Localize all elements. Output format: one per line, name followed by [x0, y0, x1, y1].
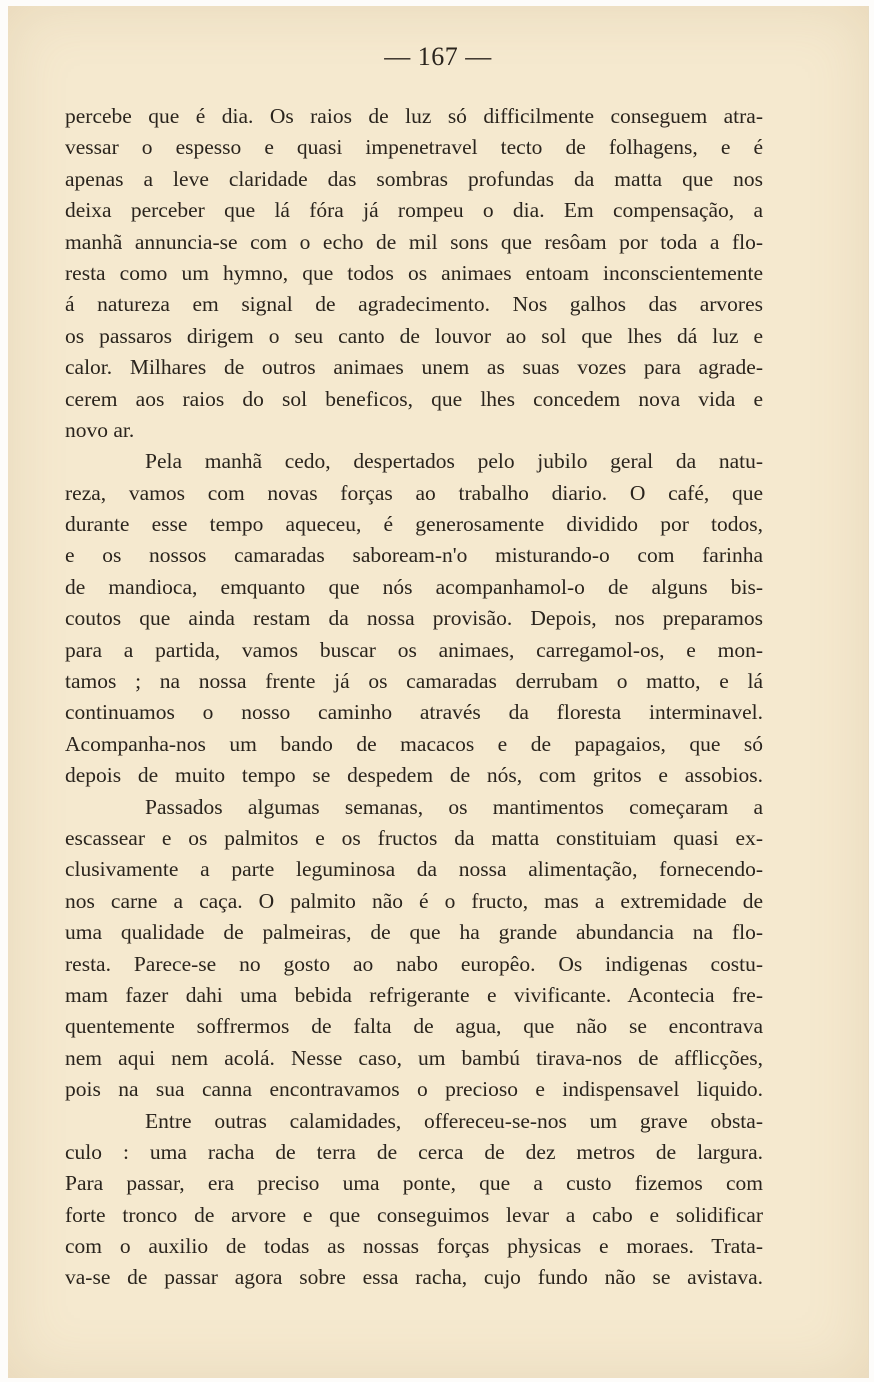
- text-line: com o auxilio de todas as nossas forças physicas e moraes. Trata-: [65, 1234, 763, 1259]
- text-line: forte tronco de arvore e que conseguimos levar a cabo e solidificar: [65, 1202, 763, 1227]
- text-line: novo ar.: [65, 417, 135, 442]
- paragraph-3: [65, 792, 763, 1106]
- page-number: — 167 —: [384, 42, 492, 71]
- text-line: clusivamente a parte leguminosa da nossa alimentação, fornecendo-: [65, 857, 763, 882]
- text-line: vessar o espesso e quasi impenetravel tecto de folhagens, e é: [65, 135, 763, 160]
- text-line: coutos que ainda restam da nossa provisão. Depois, nos preparamos: [65, 606, 763, 631]
- text-line: continuamos o nosso caminho através da floresta interminavel.: [65, 700, 763, 725]
- paragraph-4: [65, 1106, 763, 1294]
- text-line: os passaros dirigem o seu canto de louvor ao sol que lhes dá luz e: [65, 323, 763, 348]
- text-line: culo : uma racha de terra de cerca de dez metros de largura.: [65, 1139, 763, 1164]
- text-line: tamos ; na nossa frente já os camaradas derrubam o matto, e lá: [65, 669, 763, 694]
- text-line: resta como um hymno, que todos os animaes entoam inconscientemente: [65, 260, 763, 285]
- body-text: [65, 101, 763, 1294]
- text-line: durante esse tempo aqueceu, é generosamente dividido por todos,: [65, 512, 763, 537]
- text-line: á natureza em signal de agradecimento. Nos galhos das arvores: [65, 292, 763, 317]
- text-line: deixa perceber que lá fóra já rompeu o dia. Em compensação, a: [65, 198, 763, 223]
- text-line: Passados algumas semanas, os mantimentos começaram a: [145, 794, 763, 819]
- text-line: e os nossos camaradas saboream-n'o misturando-o com farinha: [65, 543, 763, 568]
- text-line: resta. Parece-se no gosto ao nabo europêo. Os indigenas costu-: [65, 951, 763, 976]
- paragraph-1: [65, 101, 763, 446]
- book-page: [8, 6, 869, 1378]
- text-line: Para passar, era preciso uma ponte, que a custo fizemos com: [65, 1171, 763, 1196]
- paragraph-2: [65, 446, 763, 791]
- text-line: Acompanha-nos um bando de macacos e de papagaios, que só: [65, 731, 763, 756]
- text-line: cerem aos raios do sol beneficos, que lhes concedem nova vida e: [65, 386, 763, 411]
- text-line: Entre outras calamidades, offereceu-se-nos um grave obsta-: [145, 1108, 763, 1133]
- text-line: nem aqui nem acolá. Nesse caso, um bambú tirava-nos de afflicções,: [65, 1045, 763, 1070]
- text-line: Pela manhã cedo, despertados pelo jubilo geral da natu-: [145, 449, 763, 474]
- text-line: manhã annuncia-se com o echo de mil sons que resôam por toda a flo-: [65, 229, 763, 254]
- text-line: de mandioca, emquanto que nós acompanhamol-o de alguns bis-: [65, 574, 763, 599]
- text-line: escassear e os palmitos e os fructos da matta constituiam quasi ex-: [65, 825, 763, 850]
- text-line: percebe que é dia. Os raios de luz só difficilmente conseguem atra-: [65, 104, 763, 128]
- text-line: reza, vamos com novas forças ao trabalho diario. O café, que: [65, 480, 763, 505]
- text-line: nos carne a caça. O palmito não é o fructo, mas a extremidade de: [65, 888, 763, 913]
- text-line: calor. Milhares de outros animaes unem as suas vozes para agrade-: [65, 355, 763, 380]
- text-line: para a partida, vamos buscar os animaes, carregamol-os, e mon-: [65, 637, 763, 662]
- text-line: quentemente soffrermos de falta de agua, que não se encontrava: [65, 1014, 763, 1039]
- text-line: va-se de passar agora sobre essa racha, cujo fundo não se avistava.: [65, 1265, 763, 1290]
- text-line: depois de muito tempo se despedem de nós, com gritos e assobios.: [65, 763, 763, 788]
- text-line: uma qualidade de palmeiras, de que ha grande abundancia na flo-: [65, 920, 763, 945]
- text-line: mam fazer dahi uma bebida refrigerante e vivificante. Acontecia fre-: [65, 982, 763, 1007]
- text-line: apenas a leve claridade das sombras profundas da matta que nos: [65, 166, 763, 191]
- text-line: pois na sua canna encontravamos o precioso e indispensavel liquido.: [65, 1077, 763, 1102]
